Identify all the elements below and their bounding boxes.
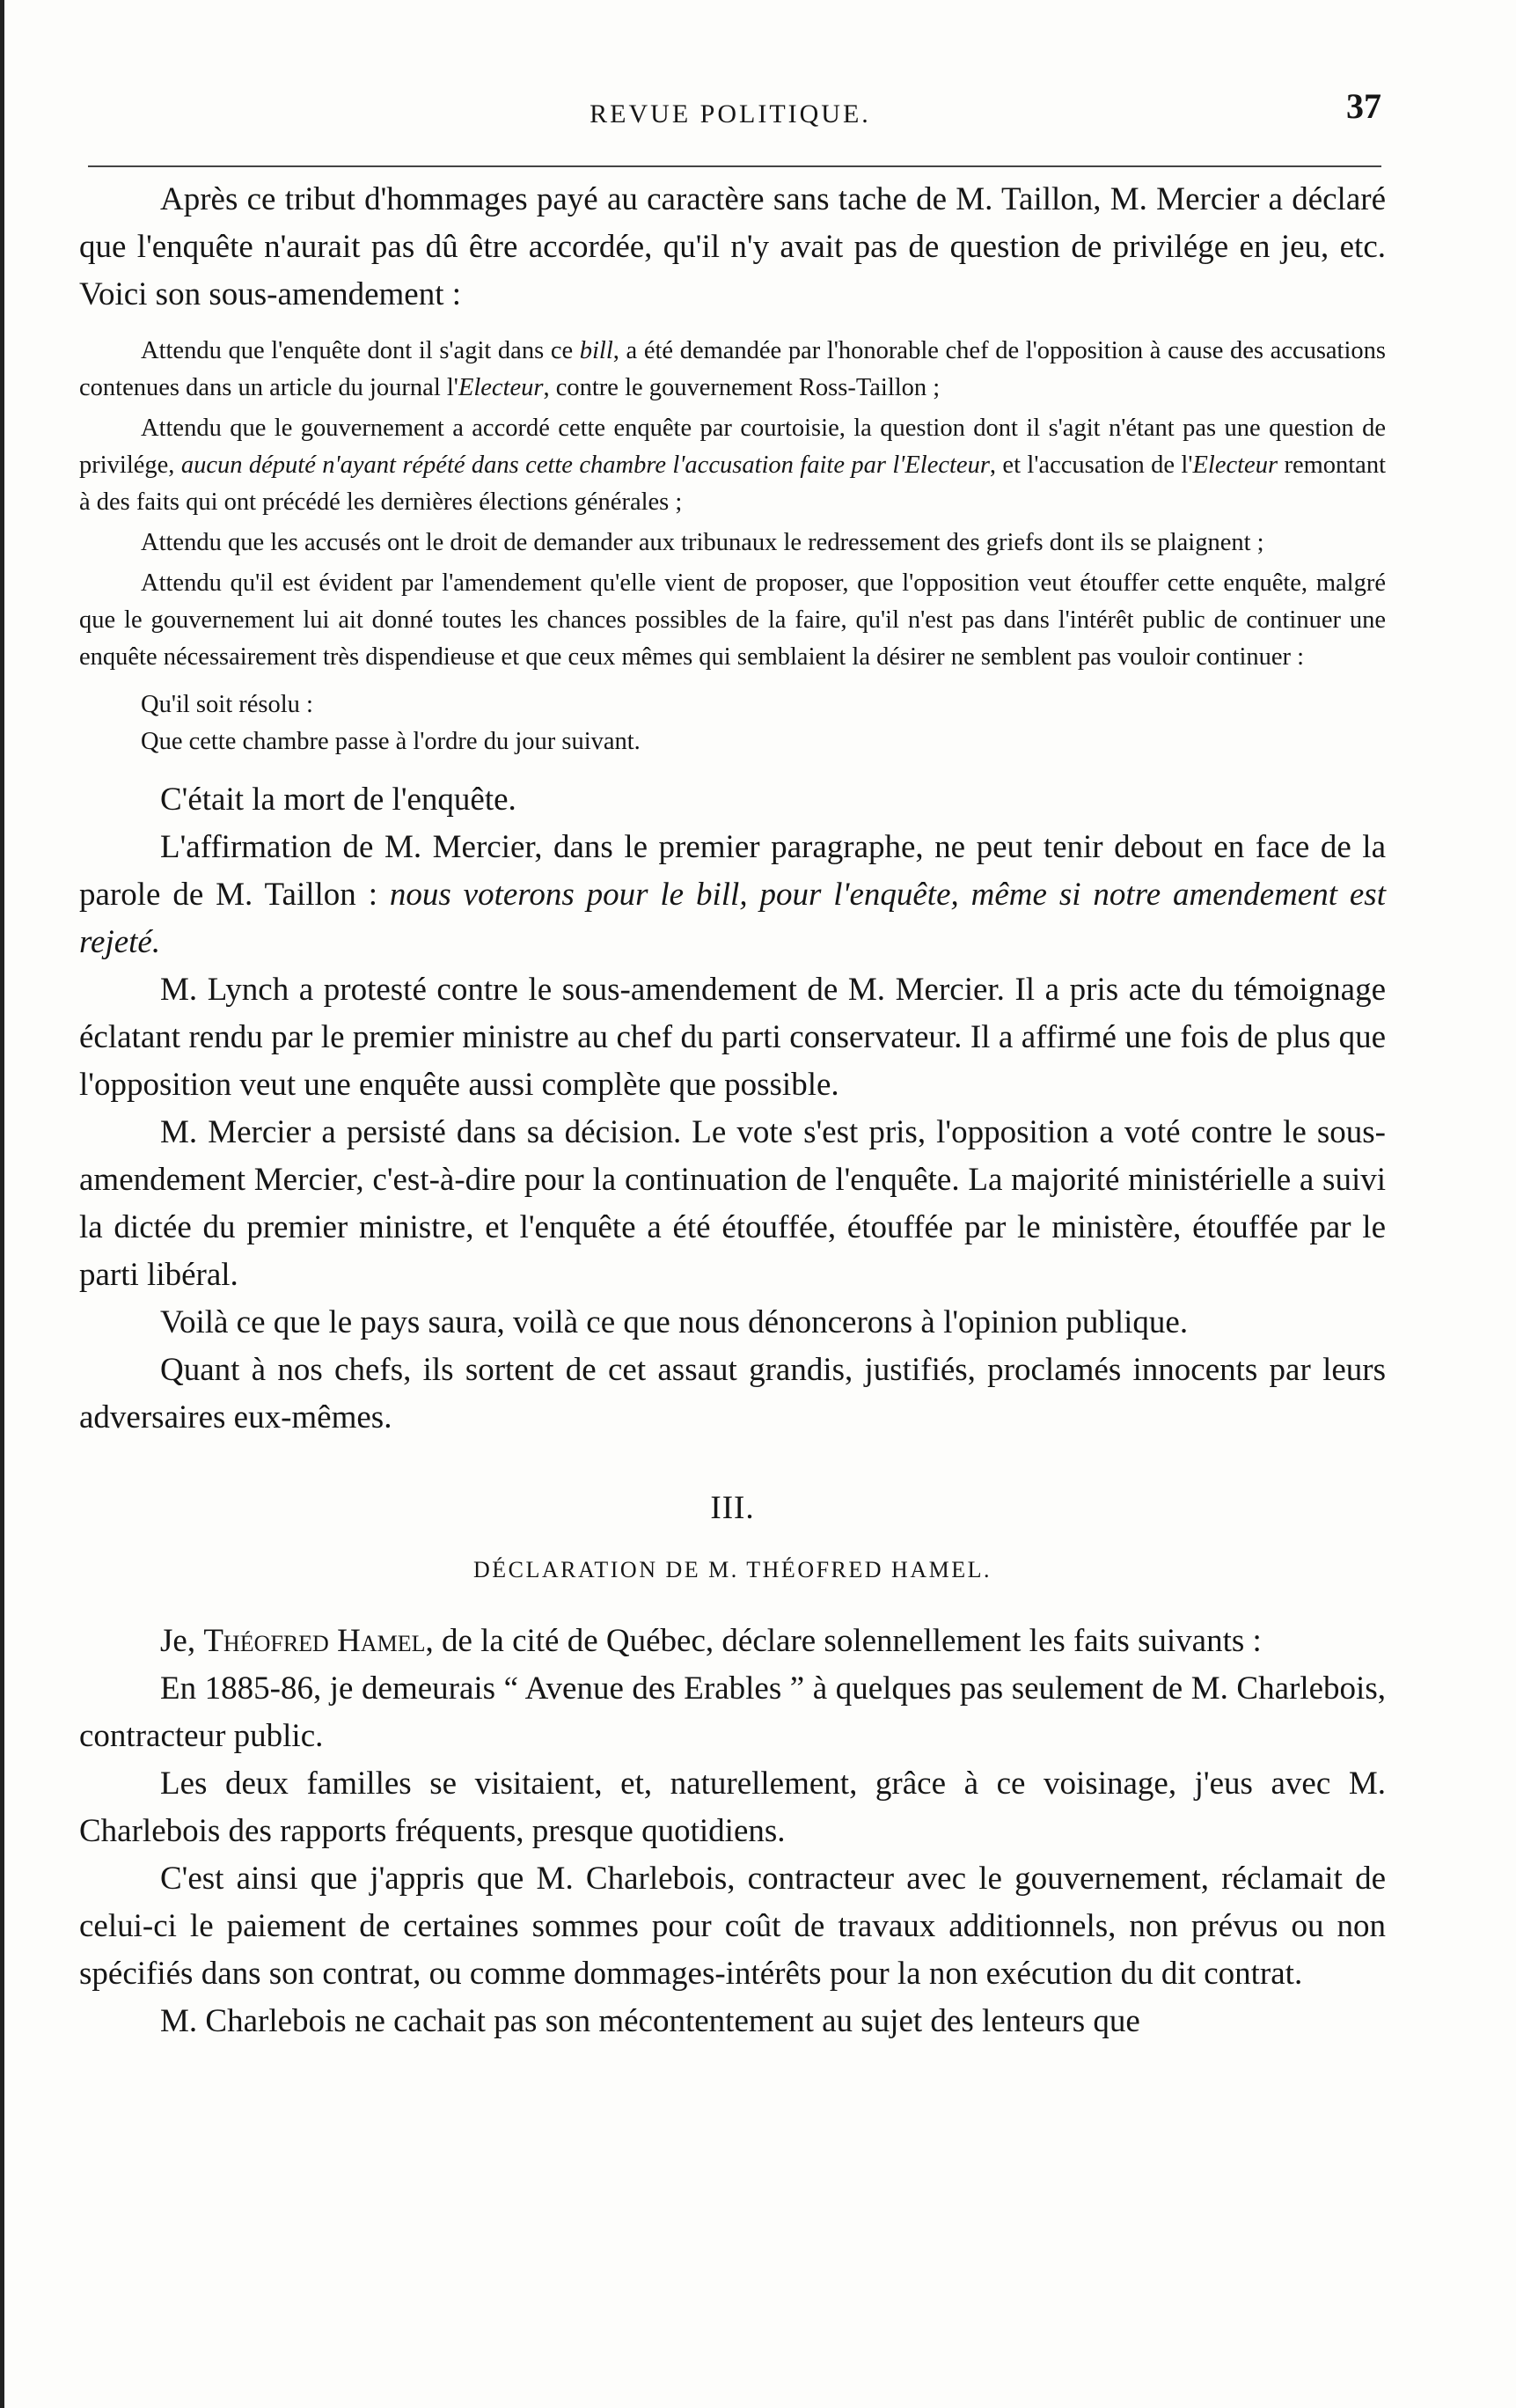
section-title: DÉCLARATION DE M. THÉOFRED HAMEL. (472, 1557, 992, 1582)
sub-amendment-quote (79, 333, 1386, 760)
declaration-claims: C'est ainsi que j'appris que M. Charlebois, contracteur avec le gouvernement, réclamait de celui-ci le paiement de certaines sommes pour coût de travaux additionnels, non prévus ou non spécifiés dans son contrat, ou comme dommages-intérêts pour la non exécution du dit contrat. (79, 1861, 1386, 1992)
page-header (79, 84, 1381, 136)
declaration-families: Les deux familles se visitaient, et, naturellement, grâce à ce voisinage, j'eus avec M. Charlebois des rapports fréquents, presque quotidiens. (79, 1766, 1386, 1849)
paragraph-lynch: M. Lynch a protesté contre le sous-amendement de M. Mercier. Il a pris acte du témoignage éclatant rendu par le premier ministre au chef du parti conservateur. Il a affirmé une fois de plus que l'opposition veut une enquête aussi complète que possible. (79, 972, 1386, 1103)
page-number: 37 (1346, 86, 1381, 126)
quote-whereas-3: Attendu que les accusés ont le droit de demander aux tribunaux le redressement des griefs dont ils se plaignent ; (141, 529, 1264, 556)
paragraph-leaders: Quant à nos chefs, ils sortent de cet assaut grandis, justifiés, proclamés innocents par leurs adversaires eux-mêmes. (79, 1352, 1386, 1435)
declaration-discontent: M. Charlebois ne cachait pas son mécontentement au sujet des lenteurs que (160, 2003, 1140, 2039)
declaration-intro: Je, Théofred Hamel, de la cité de Québec, déclare solennellement les faits suivants : (160, 1623, 1262, 1659)
quote-resolution: Que cette chambre passe à l'ordre du jour suivant. (141, 728, 641, 755)
section-number: III. (710, 1490, 755, 1526)
header-rule (88, 165, 1381, 167)
declaration-body (79, 1618, 1386, 2045)
paragraph-vote: M. Mercier a persisté dans sa décision. Le vote s'est pris, l'opposition a voté contre le sous-amendement Mercier, c'est-à-dire pour la continuation de l'enquête. La majorité ministérielle a suivi la dictée du premier ministre, et l'enquête a été étouffée, étouffée par le ministère, étouffée par le parti libéral. (79, 1114, 1386, 1293)
running-title: REVUE POLITIQUE. (590, 99, 871, 128)
declarant-name: Théofred Hamel (203, 1623, 426, 1659)
paragraph-public-opinion: Voilà ce que le pays saura, voilà ce que nous dénoncerons à l'opinion publique. (160, 1304, 1189, 1340)
paragraph-death-of-inquiry: C'était la mort de l'enquête. (160, 782, 516, 818)
declaration-residence: En 1885-86, je demeurais “ Avenue des Erables ” à quelques pas seulement de M. Charlebois, contracteur public. (79, 1670, 1386, 1754)
quote-resolved: Qu'il soit résolu : (141, 691, 313, 718)
paragraph-tribute: Après ce tribut d'hommages payé au caractère sans tache de M. Taillon, M. Mercier a déclaré que l'enquête n'aurait pas dû être accordée, qu'il n'y avait pas de question de privilége en jeu, etc. Voici son sous-amendement : (79, 181, 1386, 312)
quote-whereas-4: Attendu qu'il est évident par l'amendement qu'elle vient de proposer, que l'opposition veut étouffer cette enquête, malgré que le gouvernement lui ait donné toutes les chances possibles de la faire, qu'il n'est pas dans l'intérêt public de continuer une enquête nécessairement très dispendieuse et que ceux mêmes qui semblaient la désirer ne semblent pas vouloir continuer : (79, 569, 1386, 671)
paragraph-affirmation: L'affirmation de M. Mercier, dans le premier paragraphe, ne peut tenir debout en face de la parole de M. Taillon : nous voterons pour le bill, pour l'enquête, même si notre amendement est rejeté. (79, 829, 1386, 960)
page-body (79, 176, 1386, 2045)
quote-whereas-2: Attendu que le gouvernement a accordé cette enquête par courtoisie, la question dont il s'agit n'étant pas une question de privilége, aucun député n'ayant répété dans cette chambre l'accusation faite par l'Electeur, et l'accusation de l'Electeur remontant à des faits qui ont précédé les dernières élections générales ; (79, 415, 1386, 516)
quote-whereas-1: Attendu que l'enquête dont il s'agit dans ce bill, a été demandée par l'honorable chef de l'opposition à cause des accusations contenues dans un article du journal l'Electeur, contre le gouvernement Ross-Taillon ; (79, 337, 1386, 401)
page-edge-line (0, 0, 4, 2408)
